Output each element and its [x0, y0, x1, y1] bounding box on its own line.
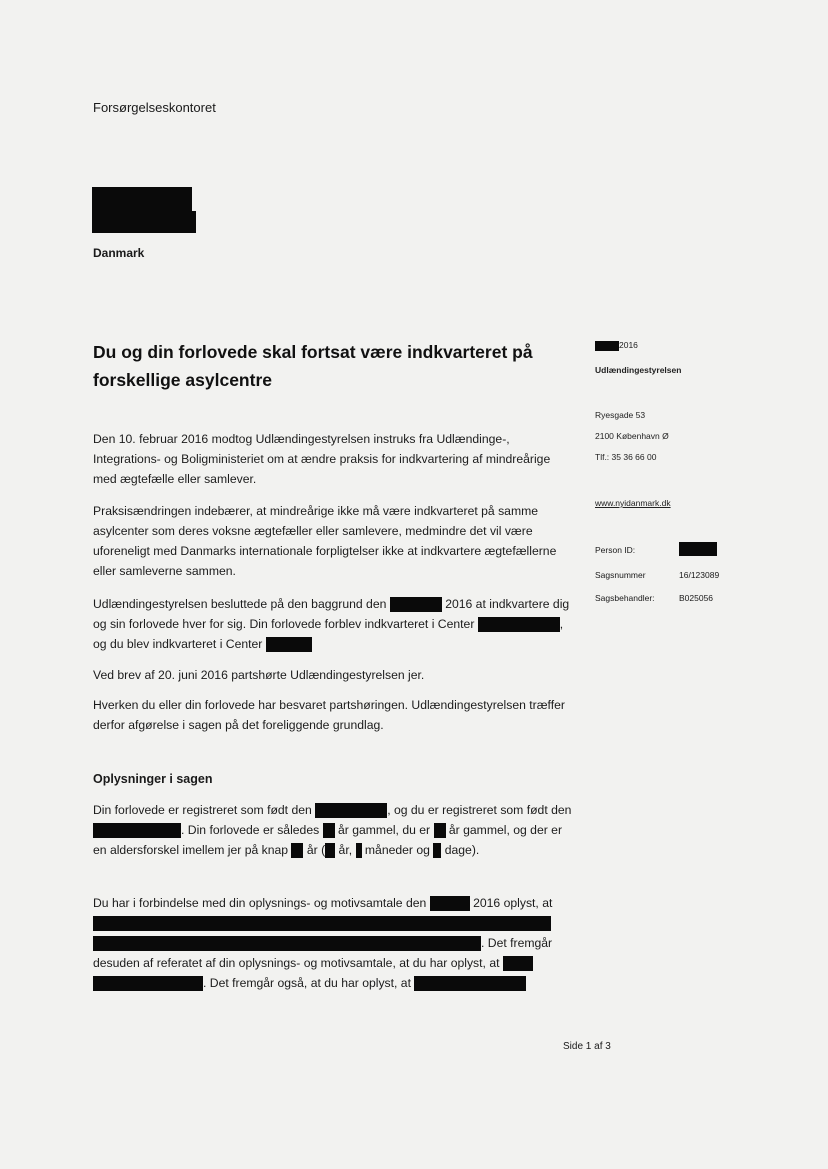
redaction	[93, 936, 481, 951]
paragraph-2: Praksisændringen indebærer, at mindreårige ikke må være indkvarteret på samme asylcenter som deres voksne ægtefæller eller samlevere, medmindre det vil være uforeneligt med Danmarks internationale forpligtelser ikke at indkvartere ægtefællerne eller samleverne sammen.	[93, 504, 557, 578]
redaction	[679, 542, 717, 556]
paragraph-3: Udlændingestyrelsen besluttede på den baggrund den 2016 at indkvartere dig og sin forlovede hver for sig. Din forlovede forblev indkvarteret i Center , og du blev indkvarteret i Center	[93, 597, 570, 651]
paragraph-6: Din forlovede er registreret som født den , og du er registreret som født den . Din forlovede er således år gammel, du er år gammel, og der er en aldersforskel imellem jer på knap år ( år, måneder og dage).	[93, 803, 572, 857]
agency-city: 2100 København Ø	[595, 431, 669, 441]
redaction	[434, 823, 446, 838]
redaction	[323, 823, 335, 838]
agency-website[interactable]: www.nyidanmark.dk	[595, 498, 671, 508]
redaction	[503, 956, 533, 971]
agency-street: Ryesgade 53	[595, 410, 646, 420]
redaction	[478, 617, 560, 632]
redaction	[93, 976, 203, 991]
agency-phone: Tlf.: 35 36 66 00	[595, 452, 657, 462]
paragraph-7: Du har i forbindelse med din oplysnings- og motivsamtale den 2016 oplyst, at . Det fremgår desuden af referatet af din oplysnings- og motivsamtale, at du har oplyst, at . Det fremgår også, at du har oplyst, at	[93, 896, 553, 990]
redaction	[93, 916, 551, 931]
paragraph-1: Den 10. februar 2016 modtog Udlændingestyrelsen instruks fra Udlændinge-, Integrations- og Boligministeriet om at ændre praksis for indkvartering af mindreårige med ægtefælle eller samlever.	[93, 432, 551, 486]
redaction	[390, 597, 442, 612]
page-number: Side 1 af 3	[563, 1041, 611, 1052]
paragraph-5: Hverken du eller din forlovede har besvaret partshøringen. Udlændingestyrelsen træffer derfor afgørelse i sagen på det foreliggende grundlag.	[93, 698, 565, 732]
redaction	[315, 803, 387, 818]
redaction	[93, 823, 181, 838]
redaction	[266, 637, 312, 652]
redaction	[430, 896, 470, 911]
sender-country: Danmark	[93, 246, 145, 260]
section-heading: Oplysninger i sagen	[93, 772, 213, 786]
redaction	[414, 976, 526, 991]
letter-date: 2016	[595, 340, 638, 351]
redaction	[325, 843, 335, 858]
redaction	[291, 843, 303, 858]
agency-name: Udlændingestyrelsen	[595, 365, 682, 375]
redaction	[433, 843, 441, 858]
redaction	[356, 843, 362, 858]
paragraph-4: Ved brev af 20. juni 2016 partshørte Udlændingestyrelsen jer.	[93, 668, 425, 682]
letter-page: Forsørgelseskontoret Danmark Du og din forlovede skal fortsat være indkvarteret på forskellige asylcentre Den 10. februar 2016 modtog Udlændingestyrelsen instruks fra Udlændinge-, Integrations- og Boligministeriet om at ændre praksis for indkvartering af mindreårige med ægtefælle eller samlever. Praksisændringen indebærer, at mindreårige ikke må være indkvarteret på samme asylcenter som deres voksne ægtefæller eller samlevere, medmindre det vil være uforeneligt med Danmarks internationale forpligtelser ikke at indkvartere ægtefællerne eller samleverne sammen. Udlændingestyrelsen besluttede på den baggrund den 2016 at indkvartere dig og sin forlovede hver for sig. Din forlovede forblev indkvarteret i Center , og du blev indkvarteret i Center Ved brev af 20. juni 2016 partshørte Udlændingestyrelsen jer. Hverken du eller din forlovede har besvaret partshøringen. Udlændingestyrelsen træffer derfor afgørelse i sagen på det foreliggende grundlag. Oplysninger i sagen Din forlovede er registreret som født den , og du er registreret som født den . Din forlovede er således år gammel, du er år gammel, og der er en aldersforskel imellem jer på knap år ( år, måneder og dage). Du har i forbindelse med din oplysnings- og motivsamtale den 2016 oplyst, at . Det fremgår desuden af referatet af din oplysnings- og motivsamtale, at du har oplyst, at . Det fremgår også, at du har oplyst, at 2016 Udlændingestyrelsen Ryesgade 53 2100 København Ø Tlf.: 35 36 66 00 www.nyidanmark.dk Person ID: Sagsnummer 16/123089 Sagsbehandler: B025056 Side 1 af 3	[93, 100, 720, 1052]
redacted-address	[92, 187, 196, 243]
redaction	[595, 341, 619, 351]
letter-title: Du og din forlovede skal fortsat være indkvarteret på forskellige asylcentre	[93, 342, 533, 390]
sender-office: Forsørgelseskontoret	[93, 100, 216, 115]
